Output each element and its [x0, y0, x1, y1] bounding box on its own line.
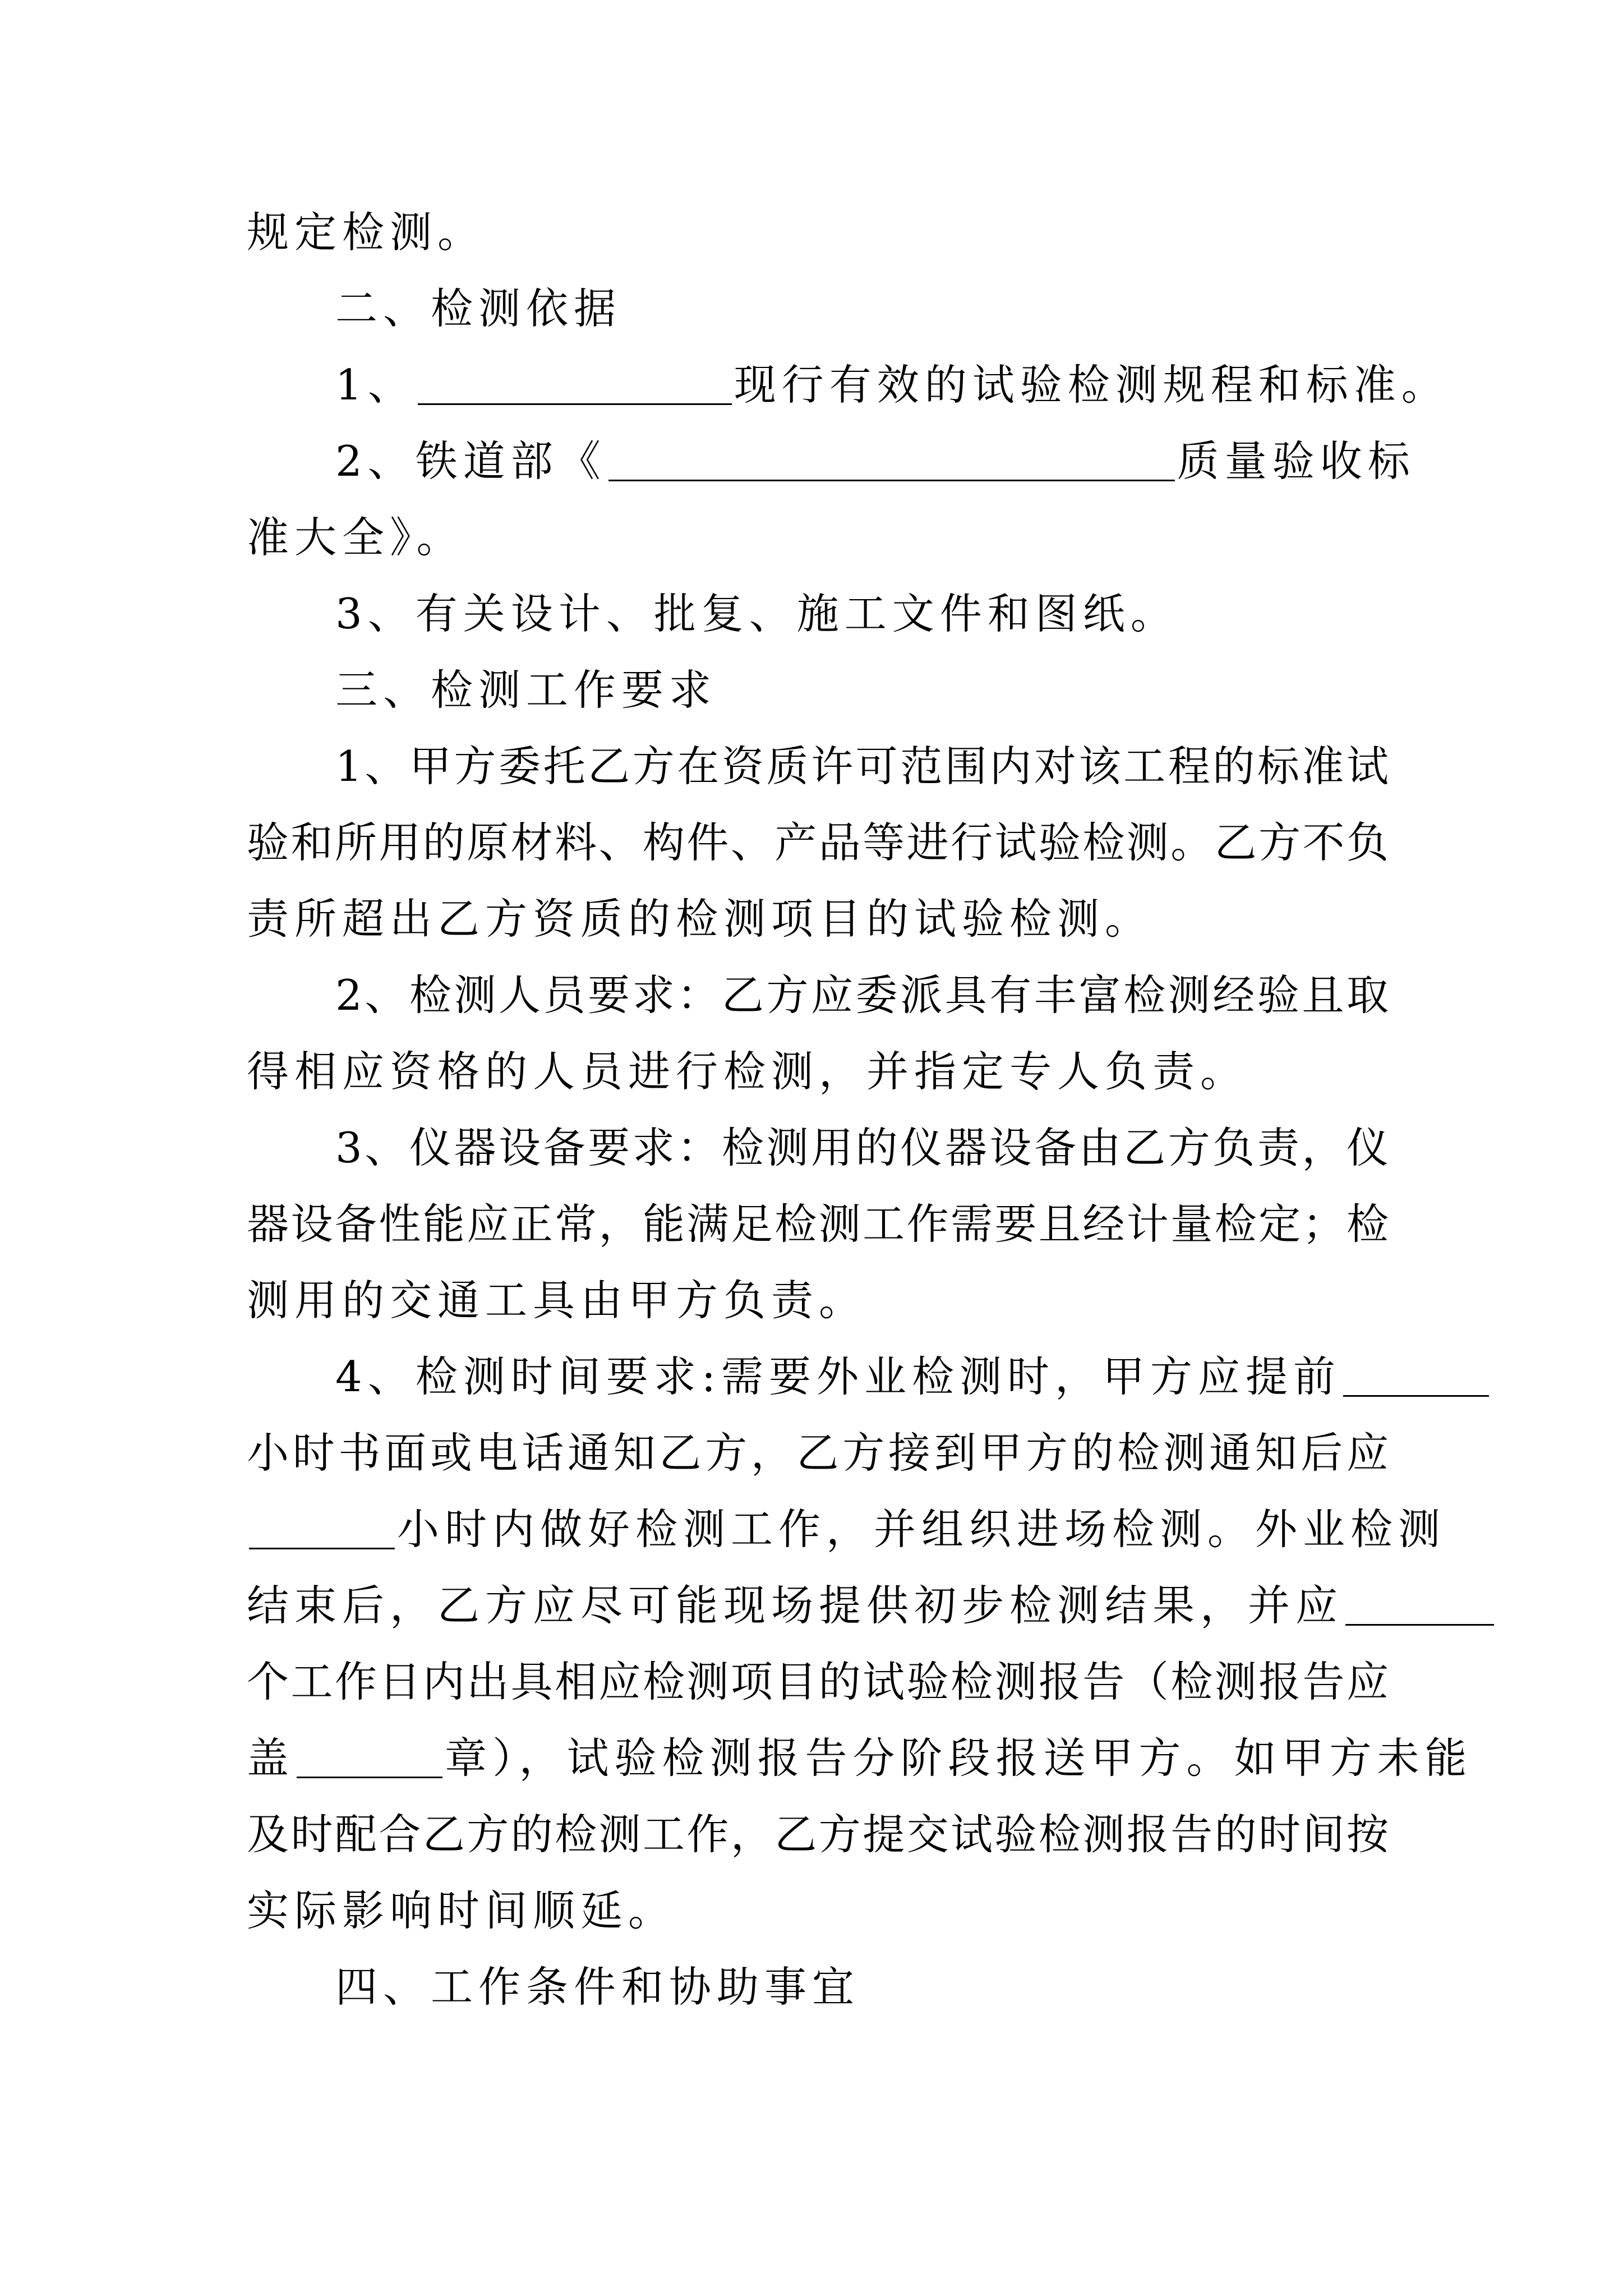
text-run: 3、有关设计、批复、施工文件和图纸。 [335, 589, 1178, 638]
heading-text: 四、工作条件和协助事宜 [335, 1962, 860, 2012]
req-item-4-line [247, 1491, 1446, 1567]
req-item-3-line: 测用的交通工具由甲方负责。 [247, 1276, 867, 1325]
req-item-4-line [247, 1567, 1389, 1644]
text-run: 结束后，乙方应尽可能现场提供初步检测结果，并应 [247, 1581, 1344, 1630]
fill-in-blank [608, 435, 1175, 481]
req-item-2-line: 得相应资格的人员进行检测，并指定专人负责。 [247, 1047, 1248, 1096]
fill-in-blank [1343, 1350, 1489, 1397]
basis-item-3 [247, 576, 1389, 652]
req-item-3-line: 3、仪器设备要求：检测用的仪器设备由乙方负责，仪 [335, 1123, 1389, 1172]
req-item-4-line [247, 1720, 1473, 1796]
section-heading-3 [247, 652, 1389, 728]
section-heading-4 [247, 1949, 1389, 2025]
basis-item-1 [247, 347, 1449, 423]
req-item-4-line [247, 1338, 1389, 1415]
req-item-4-line: 实际影响时间顺延。 [247, 1886, 676, 1935]
text-run: 小时内做好检测工作，并组织进场检测。外业检测 [397, 1504, 1446, 1554]
req-item-1-line: 1、甲方委托乙方在资质许可范围内对该工程的标准试 [335, 742, 1389, 791]
fill-in-blank [297, 1732, 442, 1778]
fill-in-blank [418, 358, 732, 405]
basis-item-2 [247, 423, 1415, 499]
basis-item-2-cont [247, 499, 1389, 576]
text-run: 4、检测时间要求:需要外业检测时，甲方应提前 [335, 1352, 1341, 1401]
document-body [247, 194, 1473, 2025]
req-item-2-line: 2、检测人员要求：乙方应委派具有丰富检测经验且取 [335, 970, 1389, 1020]
text-run: 1、 [335, 360, 416, 409]
fill-in-blank [249, 1503, 395, 1549]
paragraph-line [247, 194, 1389, 270]
text-run: 盖 [247, 1733, 295, 1783]
req-item-4-line: 小时书面或电话通知乙方，乙方接到甲方的检测通知后应 [247, 1428, 1389, 1478]
section-heading-2 [247, 270, 1389, 347]
heading-text: 三、检测工作要求 [335, 665, 717, 715]
text-run: 质量验收标 [1177, 436, 1415, 486]
req-item-4-line: 及时配合乙方的检测工作，乙方提交试验检测报告的时间按 [247, 1810, 1389, 1859]
text-run: 现行有效的试验检测规程和标准。 [734, 360, 1449, 409]
req-item-1-line: 验和所用的原材料、构件、产品等进行试验检测。乙方不负 [247, 818, 1389, 867]
req-item-3-line: 器设备性能应正常，能满足检测工作需要且经计量检定；检 [247, 1199, 1389, 1249]
fill-in-blank [1345, 1579, 1494, 1626]
text-run: 章），试验检测报告分阶段报送甲方。如甲方未能 [445, 1733, 1473, 1783]
req-item-4-line: 个工作日内出具相应检测项目的试验检测报告（检测报告应 [247, 1657, 1389, 1706]
req-item-1-line: 责所超出乙方资质的检测项目的试验检测。 [247, 894, 1153, 944]
heading-text: 二、检测依据 [335, 284, 622, 333]
text-run: 准大全》。 [247, 513, 464, 562]
text-run: 规定检测。 [247, 208, 486, 257]
text-run: 2、铁道部《 [335, 436, 606, 486]
